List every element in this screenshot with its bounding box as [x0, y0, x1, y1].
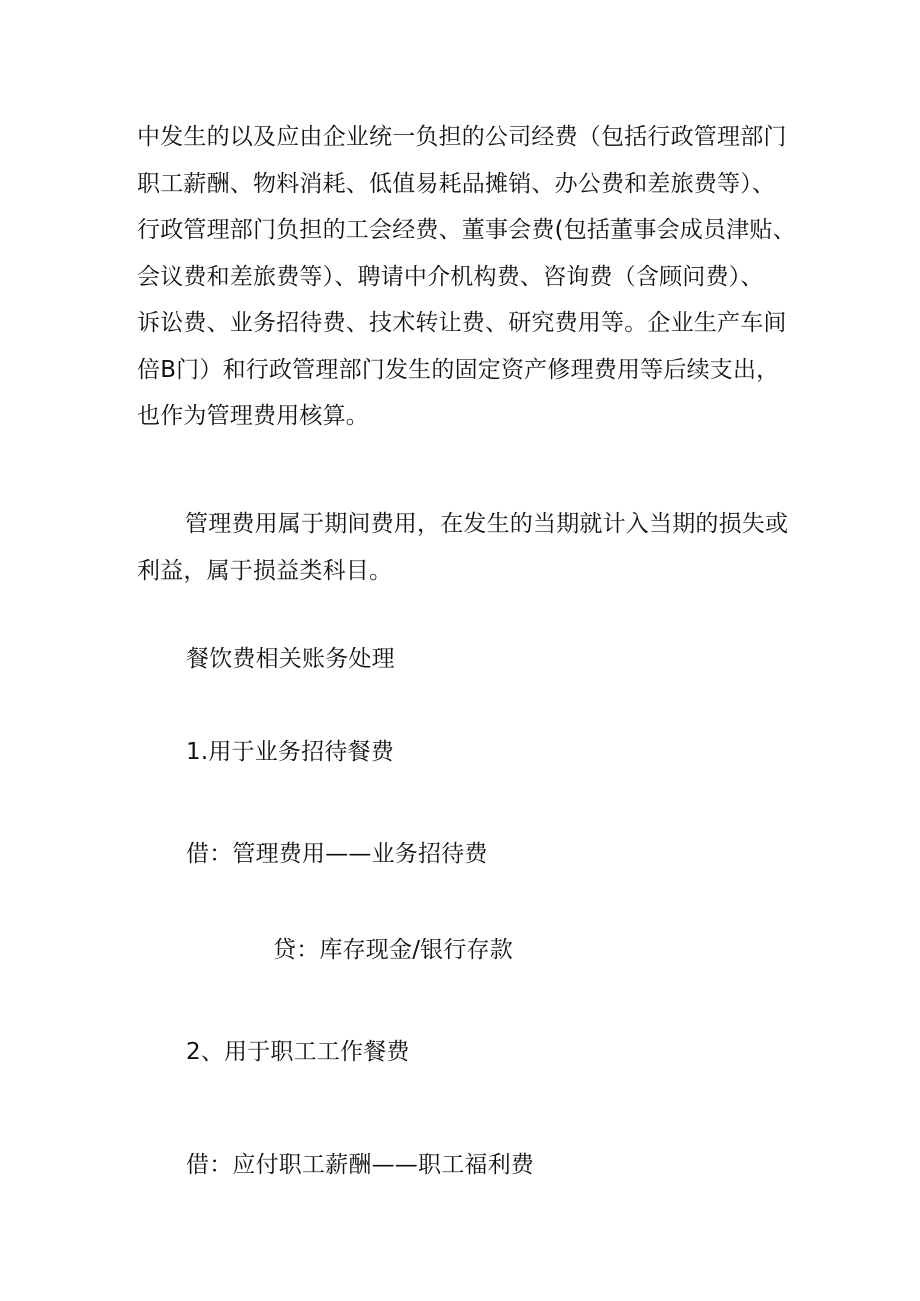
item2-debit-entry: 借：应付职工薪酬——职工福利费 — [186, 1152, 534, 1178]
item2-title: 2、用于职工工作餐费 — [186, 1039, 410, 1065]
paragraph-line: 行政管理部门负担的工会经费、董事会费(包括董事会成员津贴、 — [137, 217, 796, 243]
section-heading: 餐饮费相关账务处理 — [186, 646, 395, 672]
paragraph-line: 中发生的以及应由企业统一负担的公司经费（包括行政管理部门 — [137, 124, 787, 150]
paragraph-period-expense — [137, 501, 797, 594]
paragraph-line: 职工薪酬、物料消耗、低值易耗品摊销、办公费和差旅费等）、 — [137, 170, 776, 197]
paragraph-line: 倍B门）和行政管理部门发生的固定资产修理费用等后续支出， — [137, 356, 780, 383]
paragraph-line: 也作为管理费用核算。 — [137, 403, 369, 429]
paragraph-line: 利益，属于损益类科目。 — [137, 557, 393, 584]
paragraph-line: 诉讼费、业务招待费、技术转让费、研究费用等。企业生产车间 — [137, 310, 787, 336]
item1-debit-entry: 借：管理费用——业务招待费 — [186, 841, 488, 867]
paragraph-line: 管理费用属于期间费用，在发生的当期就计入当期的损失或 — [185, 511, 789, 537]
paragraph-line: 会议费和差旅费等）、聘请中介机构费、咨询费（含顾问费）、 — [137, 263, 764, 290]
item1-credit-entry: 贷：库存现金/银行存款 — [273, 937, 513, 963]
item1-title: 1.用于业务招待餐费 — [186, 739, 394, 765]
paragraph-management-expenses — [137, 114, 797, 440]
